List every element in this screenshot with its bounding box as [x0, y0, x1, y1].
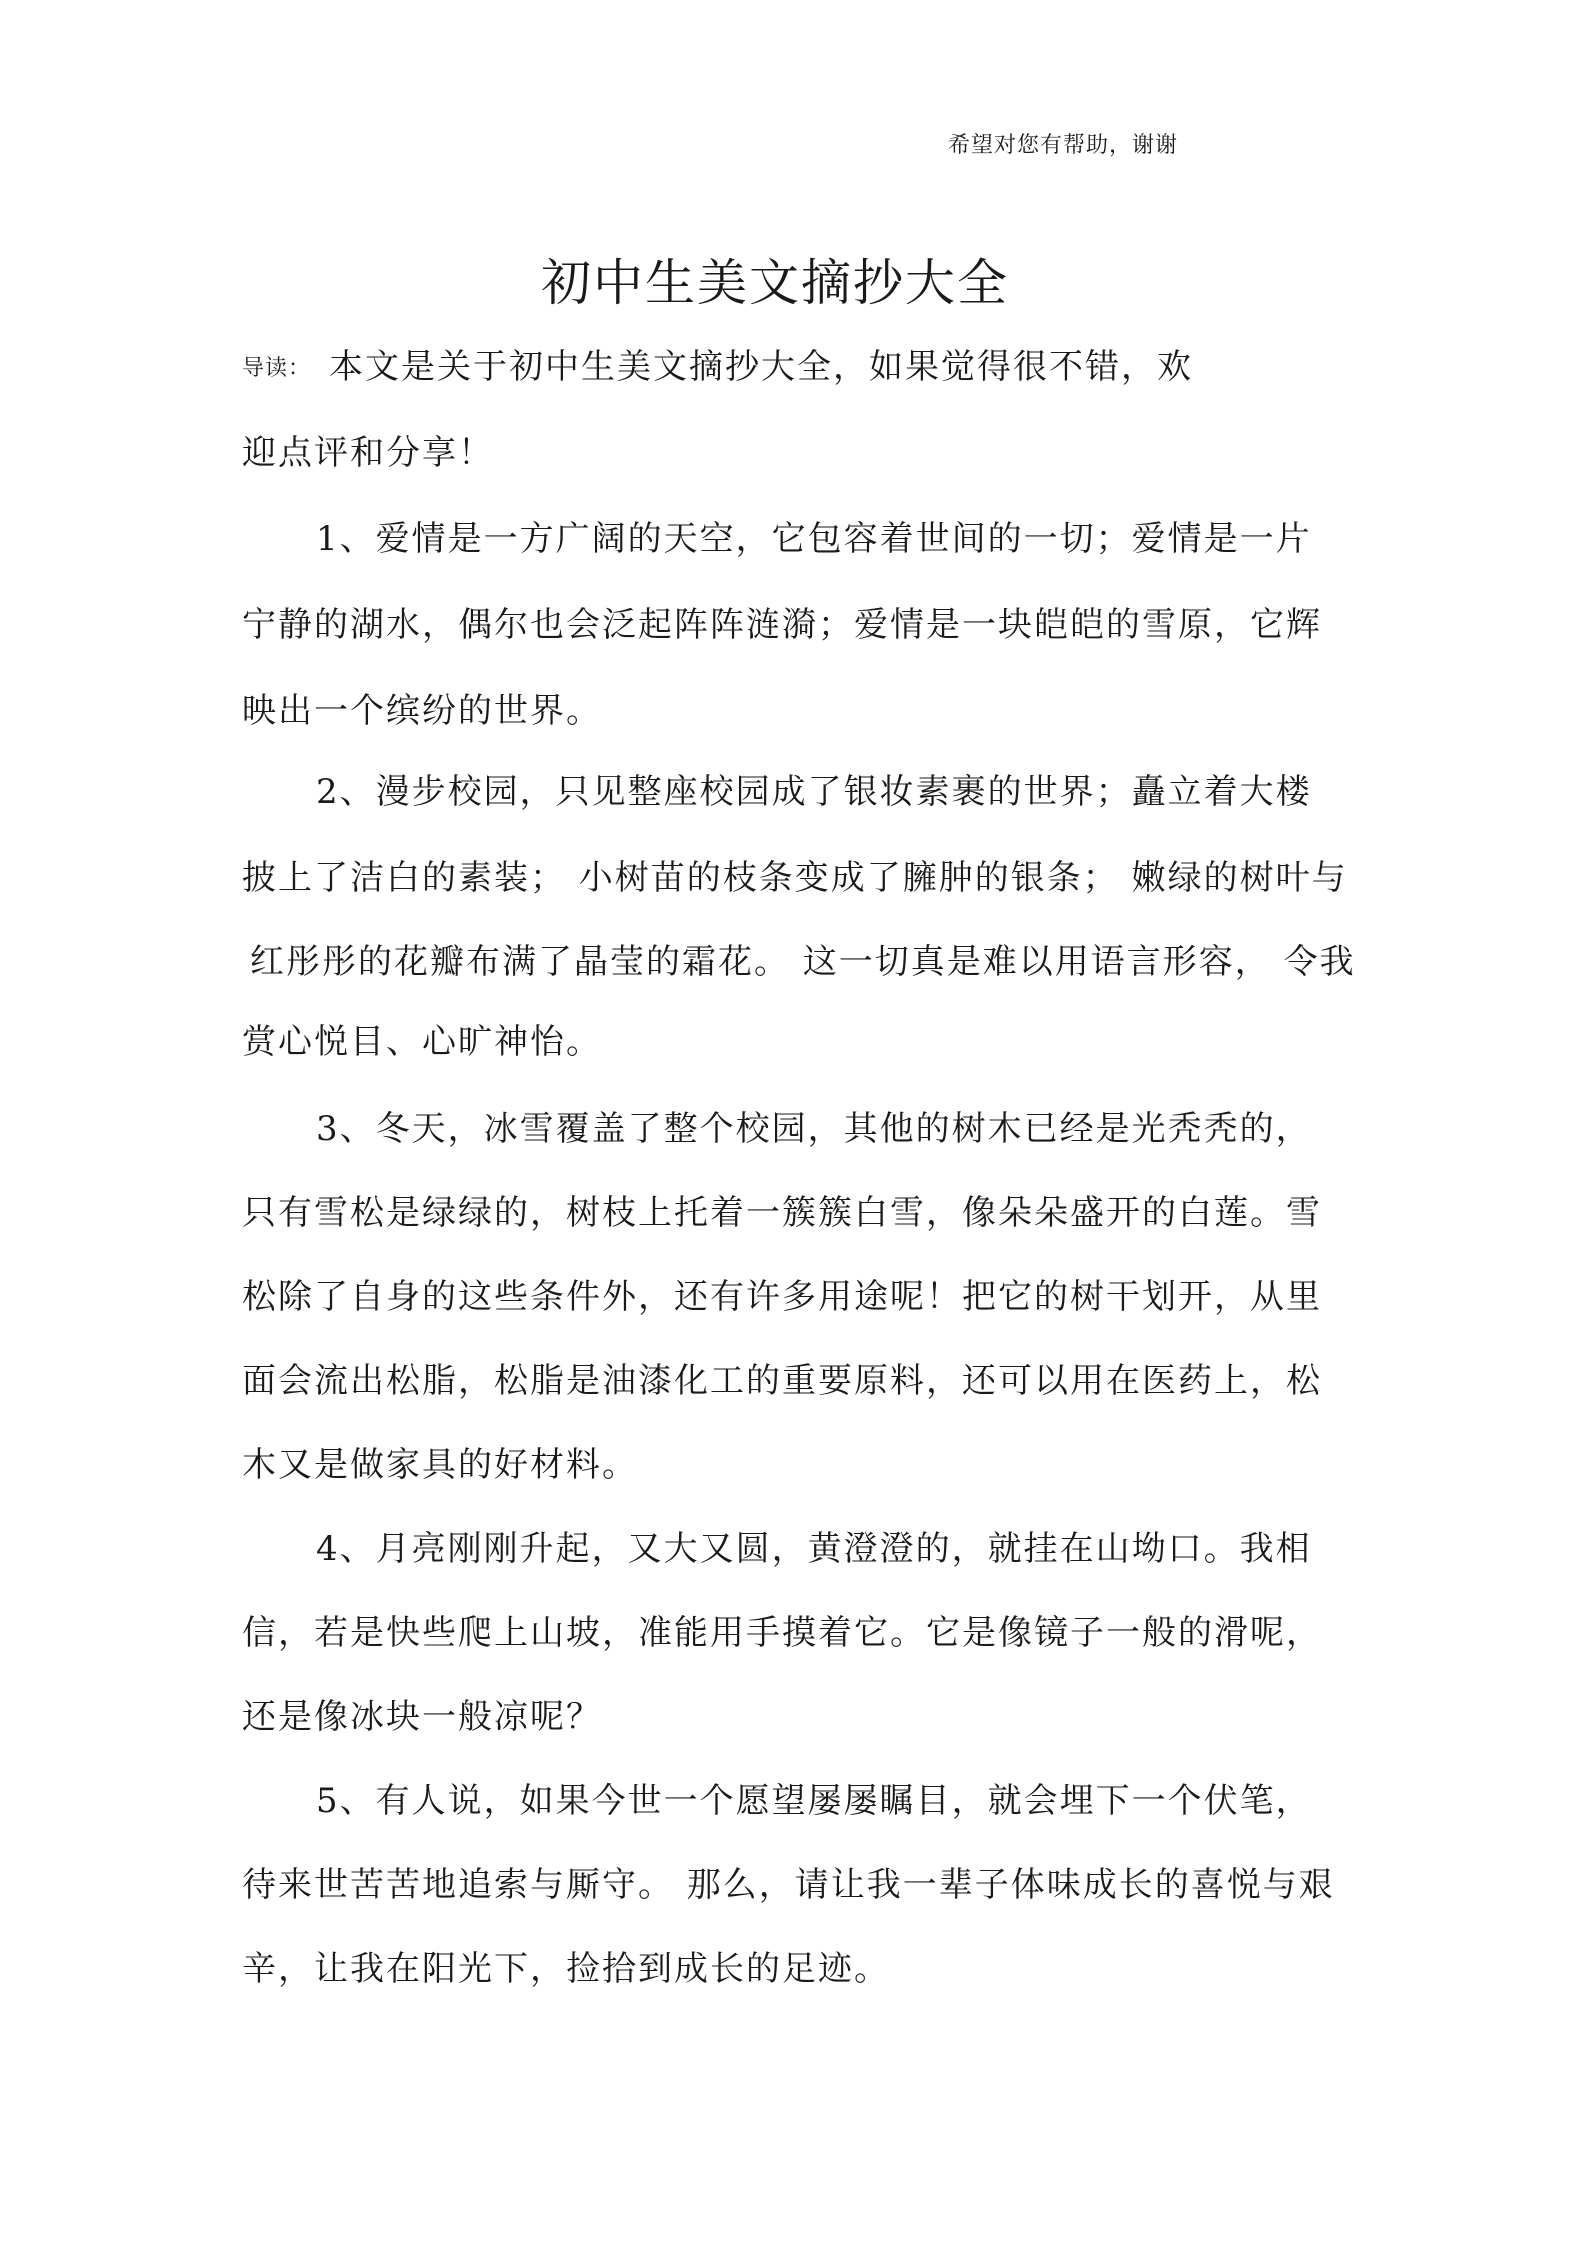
paragraph-line: 赏心悦目、心旷神怡。	[242, 1022, 602, 1062]
paragraph-line: 4、月亮刚刚升起，又大又圆，黄澄澄的，就挂在山坳口。我相	[316, 1529, 1312, 1569]
paragraph-line: 辛，让我在阳光下，捡拾到成长的足迹。	[242, 1949, 890, 1989]
paragraph-line: 还是像冰块一般凉呢？	[242, 1697, 602, 1737]
paragraph-line: 只有雪松是绿绿的，树枝上托着一簇簇白雪，像朵朵盛开的白莲。雪	[242, 1193, 1322, 1233]
paragraph-line: 披上了洁白的素装； 小树苗的枝条变成了臃肿的银条； 嫩绿的树叶与	[242, 858, 1348, 898]
paragraph-line: 映出一个缤纷的世界。	[242, 691, 602, 731]
paragraph-line: 1、爱情是一方广阔的天空，它包容着世间的一切；爱情是一片	[316, 519, 1312, 559]
page-title: 初中生美文摘抄大全	[541, 254, 1009, 312]
intro-label: 导读：	[242, 356, 312, 381]
paragraph-line: 松除了自身的这些条件外，还有许多用途呢！把它的树干划开，从里	[242, 1277, 1322, 1317]
paragraph-line: 信，若是快些爬上山坡，准能用手摸着它。它是像镜子一般的滑呢，	[242, 1613, 1322, 1653]
paragraph-line: 5、有人说，如果今世一个愿望屡屡瞩目，就会埋下一个伏笔，	[316, 1781, 1312, 1821]
intro-text: 本文是关于初中生美文摘抄大全，如果觉得很不错，欢	[329, 347, 1194, 387]
header-note: 希望对您有帮助，谢谢	[948, 133, 1179, 158]
paragraph-line: 待来世苦苦地追索与厮守。 那么，请让我一辈子体味成长的喜悦与艰	[242, 1865, 1335, 1905]
paragraph-line: 面会流出松脂，松脂是油漆化工的重要原料，还可以用在医药上，松	[242, 1361, 1322, 1401]
intro-line: 迎点评和分享！	[242, 433, 494, 473]
paragraph-line: 红彤彤的花瓣布满了晶莹的霜花。 这一切真是难以用语言形容， 令我	[250, 942, 1356, 982]
paragraph-line: 3、冬天，冰雪覆盖了整个校园，其他的树木已经是光秃秃的，	[316, 1109, 1312, 1149]
paragraph-line: 2、漫步校园，只见整座校园成了银妆素裹的世界；矗立着大楼	[316, 772, 1312, 812]
paragraph-line: 木又是做家具的好材料。	[242, 1445, 638, 1485]
intro-line	[242, 347, 1194, 387]
paragraph-line: 宁静的湖水，偶尔也会泛起阵阵涟漪；爱情是一块皑皑的雪原，它辉	[242, 605, 1322, 645]
